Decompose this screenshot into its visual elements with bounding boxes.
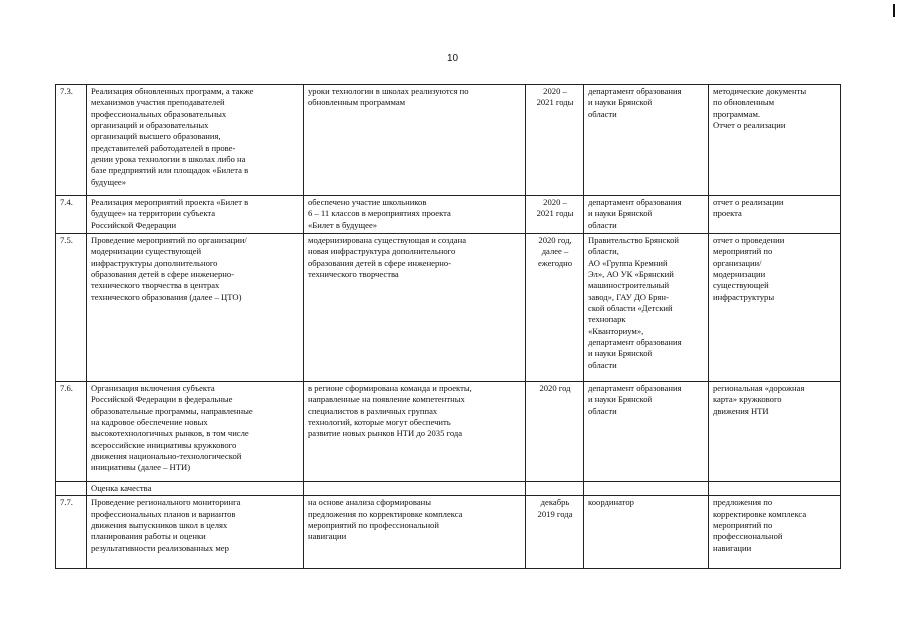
row-number: 7.3. [56,85,87,196]
result-cell: обеспечено участие школьников 6 – 11 классов в мероприятиях проекта «Билет в будущее» [304,196,526,234]
responsible-cell: департамент образования и науки Брянской области [584,85,709,196]
date-cell: декабрь 2019 года [526,496,584,569]
activity-cell: Реализация обновленных программ, а также механизмов участия преподавателей профессиональных образовательных организаций и образовательных организаций высшего образования, представителей работодателей в прове- дении урока технологии в школах либо на базе предприятий или площадок «Билета в будущее» [87,85,304,196]
result-cell: модернизирована существующая и создана новая инфраструктура дополнительного образования детей в сфере инженерно- технического творчества [304,234,526,382]
scan-edge-mark [893,4,895,17]
activity-cell: Проведение мероприятий по организации/ модернизации существующей инфраструктуры дополнительного образования детей в сфере инженерно- технического творчества в центрах технического образования (далее – ЦТО) [87,234,304,382]
empty-cell [304,482,526,496]
page-number: 10 [446,53,459,64]
date-cell: 2020 – 2021 годы [526,196,584,234]
empty-cell [584,482,709,496]
result-cell: уроки технологии в школах реализуются по обновленным программам [304,85,526,196]
activity-cell: Организация включения субъекта Российской Федерации в федеральные образовательные программы, направленные на кадровое обеспечение новых высокотехнологичных рынков, в том числе всероссийские инициативы кружкового движения национально-технологической инициативы (далее – НТИ) [87,382,304,482]
table-row [56,382,841,482]
responsible-cell: департамент образования и науки Брянской области [584,382,709,482]
document-cell: предложения по корректировке комплекса мероприятий по профессиональной навигации [709,496,841,569]
table-row [56,85,841,196]
document-cell: методические документы по обновленным программам. Отчет о реализации [709,85,841,196]
document-cell: отчет о реализации проекта [709,196,841,234]
section-row [56,482,841,496]
result-cell: в регионе сформирована команда и проекты, направленные на появление компетентных специалистов в различных группах технологий, которые могут обеспечить развитие новых рынков НТИ до 2035 года [304,382,526,482]
table-row [56,496,841,569]
table-row [56,196,841,234]
section-title: Оценка качества [87,482,304,496]
empty-cell [709,482,841,496]
date-cell: 2020 год, далее – ежегодно [526,234,584,382]
date-cell: 2020 – 2021 годы [526,85,584,196]
empty-cell [526,482,584,496]
activity-cell: Реализация мероприятий проекта «Билет в будущее» на территории субъекта Российской Федерации [87,196,304,234]
responsible-cell: департамент образования и науки Брянской области [584,196,709,234]
activity-plan-table [55,84,841,569]
responsible-cell: координатор [584,496,709,569]
row-number: 7.5. [56,234,87,382]
row-number: 7.4. [56,196,87,234]
date-cell: 2020 год [526,382,584,482]
row-number: 7.7. [56,496,87,569]
row-number: 7.6. [56,382,87,482]
document-cell: региональная «дорожная карта» кружкового движения НТИ [709,382,841,482]
table-row [56,234,841,382]
result-cell: на основе анализа сформированы предложения по корректировке комплекса мероприятий по профессиональной навигации [304,496,526,569]
section-number-cell [56,482,87,496]
responsible-cell: Правительство Брянской области, АО «Группа Кремний Эл», АО УК «Брянский машиностроительный завод», ГАУ ДО Брян- ской области «Детский технопарк «Кванториум», департамент образования и науки Брянской области [584,234,709,382]
document-cell: отчет о проведении мероприятий по организации/ модернизации существующей инфраструктуры [709,234,841,382]
activity-cell: Проведение регионального мониторинга профессиональных планов и вариантов движения выпускников школ в целях планирования работы и оценки результативности реализованных мер [87,496,304,569]
